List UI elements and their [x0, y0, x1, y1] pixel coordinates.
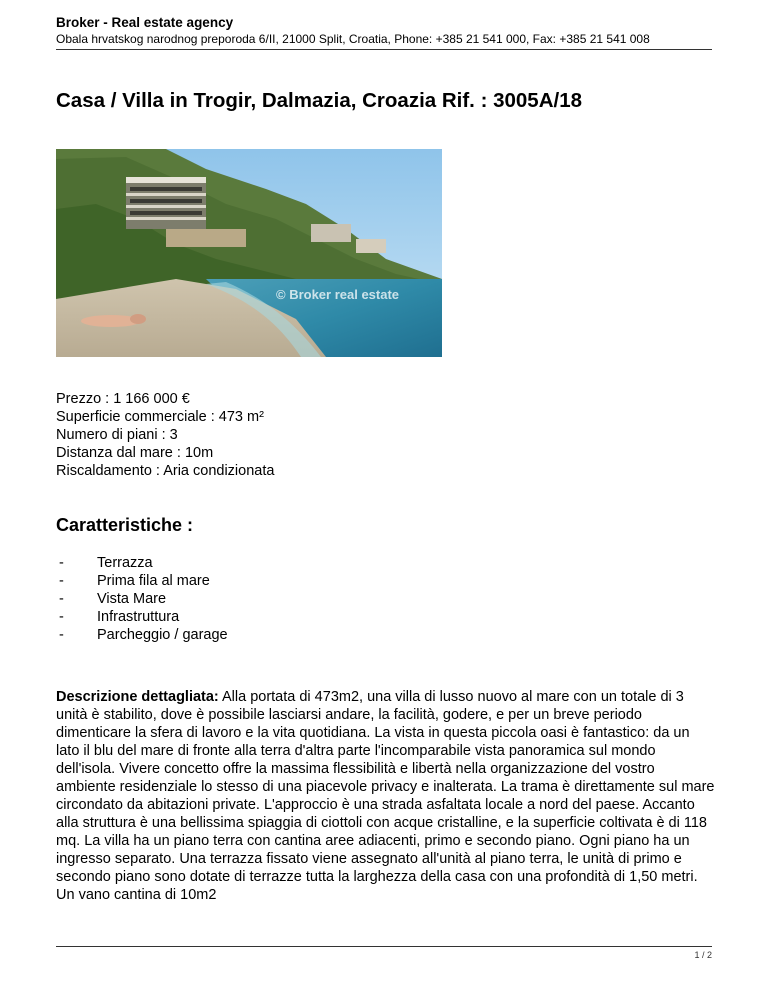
spec-floors: Numero di piani : 3: [56, 427, 178, 443]
company-name: Broker - Real estate agency: [56, 15, 234, 30]
page-header: [56, 14, 712, 47]
feature-label: Infrastruttura: [97, 609, 180, 625]
spec-heating: Riscaldamento : Aria condizionata: [56, 463, 275, 479]
spec-area: Superficie commerciale : 473 m²: [56, 409, 264, 425]
header-divider: [56, 49, 712, 50]
list-dash: -: [59, 609, 64, 625]
company-address: Obala hrvatskog narodnog preporoda 6/II, 21000 Split, Croatia, Phone: +385 21 541 000, Fax: +385 21 541 008: [56, 32, 650, 46]
footer-divider: [56, 946, 712, 947]
feature-label: Vista Mare: [97, 591, 167, 607]
list-dash: -: [59, 627, 64, 643]
feature-item: [56, 590, 228, 608]
list-dash: -: [59, 555, 64, 571]
property-photo: [56, 149, 442, 357]
detailed-description: [56, 688, 716, 904]
feature-item: [56, 626, 228, 644]
description-label: Descrizione dettagliata:: [56, 689, 219, 705]
feature-item: [56, 554, 228, 572]
spec-price: Prezzo : 1 166 000 €: [56, 391, 190, 407]
feature-label: Prima fila al mare: [97, 573, 210, 589]
feature-label: Terrazza: [97, 555, 153, 571]
listing-title: Casa / Villa in Trogir, Dalmazia, Croazia Rif. : 3005A/18: [56, 89, 583, 112]
spec-sea-distance: Distanza dal mare : 10m: [56, 445, 214, 461]
features-list: [56, 554, 228, 644]
page-number: 1 / 2: [694, 950, 712, 960]
feature-label: Parcheggio / garage: [97, 627, 228, 643]
property-specs: [56, 390, 274, 480]
feature-item: [56, 608, 228, 626]
features-heading: Caratteristiche :: [56, 515, 194, 535]
photo-watermark: © Broker real estate: [276, 287, 400, 302]
description-text: Alla portata di 473m2, una villa di lusso nuovo al mare con un totale di 3 unità è stabilito, dove è possibile lasciarsi andare, la facilità, godere, e per un breve periodo dimenticare la sfera di lavoro e la vita quotidiana. La vista in questa piccola oasi è fantastico: da un lato il blu del mare di fronte alla terra d'altra parte l'incomparabile vista panoramica sul mondo dell'isola. Vivere concetto offre la massima flessibilità e libertà nella organizzazione del vostro ambiente residenziale lo stesso di una piacevole privacy e inalterata. La trama è direttamente sul mare circondato da abitazioni private. L'approccio è una strada asfaltata locale a nord del paese. Accanto alla struttura è una bellissima spiaggia di ciottoli con acque cristalline, e la superficie coltivata è di 118 mq. La villa ha un piano terra con cantina aree adiacenti, primo e secondo piano. Ogni piano ha un ingresso separato. Una terrazza fissato viene assegnato all'unità al piano terra, le unità di primo e secondo piano sono dotate di terrazze tutta la larghezza della casa con una profondità di 1,50 metri. Un vano cantina di 10m2: [56, 689, 715, 903]
list-dash: -: [59, 591, 64, 607]
list-dash: -: [59, 573, 64, 589]
feature-item: [56, 572, 228, 590]
